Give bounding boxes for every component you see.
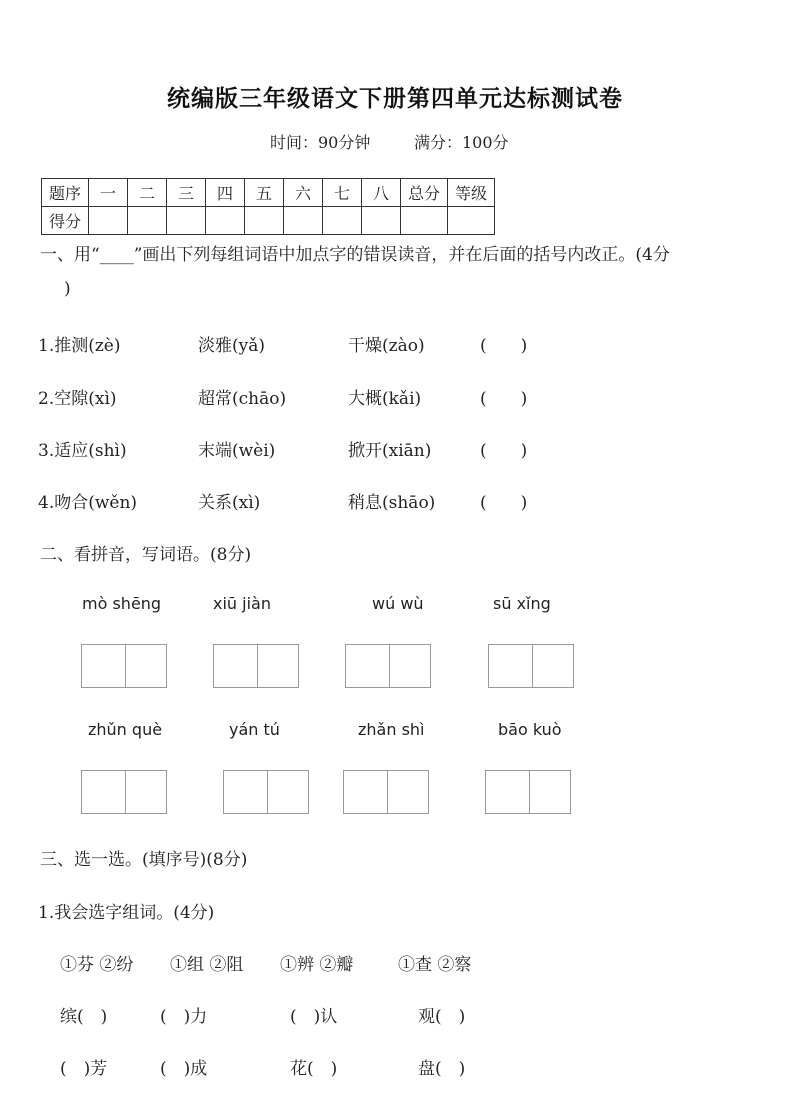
- fill-blank[interactable]: 观( ): [418, 1007, 466, 1027]
- writing-box[interactable]: [485, 770, 571, 814]
- score-table-score-row: [42, 207, 495, 235]
- section-3-subheading: 1.我会选字组词。(4分): [38, 903, 215, 923]
- score-cell[interactable]: [128, 207, 167, 235]
- pinyin-label: bāo kuò: [498, 720, 562, 739]
- score-table: [41, 178, 495, 235]
- score-header-cell: 八: [362, 179, 401, 207]
- score-header-cell: 七: [323, 179, 362, 207]
- s1-item: 1.推测(zè): [38, 336, 121, 356]
- score-header-cell: 等级: [448, 179, 495, 207]
- fill-blank[interactable]: 盘( ): [418, 1059, 466, 1079]
- score-table-header-row: [42, 179, 495, 207]
- s1-item: 4.吻合(wěn): [38, 493, 138, 513]
- writing-box[interactable]: [81, 770, 167, 814]
- score-cell[interactable]: [206, 207, 245, 235]
- section-1-heading: 一、用“____”画出下列每组词语中加点字的错误读音，并在后面的括号内改正。(4分: [40, 245, 670, 265]
- score-cell[interactable]: [245, 207, 284, 235]
- fill-blank[interactable]: 缤( ): [60, 1007, 108, 1027]
- fill-blank[interactable]: ( )成: [160, 1059, 208, 1079]
- page-title: 统编版三年级语文下册第四单元达标测试卷: [167, 86, 623, 112]
- exam-time: 时间：90分钟: [270, 133, 371, 152]
- s1-item: 干燥(zào): [348, 336, 425, 356]
- writing-box[interactable]: [488, 644, 574, 688]
- section-1-heading-cont: ): [64, 279, 71, 299]
- s1-item: 末端(wèi): [198, 441, 276, 461]
- writing-box[interactable]: [343, 770, 429, 814]
- s1-item: 2.空隙(xì): [38, 389, 117, 409]
- s1-item: 关系(xì): [198, 493, 261, 513]
- s1-answer-blank[interactable]: ( ): [480, 493, 528, 513]
- char-options: ①查 ②察: [398, 955, 472, 975]
- s1-item: 淡雅(yǎ): [198, 336, 266, 356]
- score-cell[interactable]: [89, 207, 128, 235]
- score-header-cell: 二: [128, 179, 167, 207]
- pinyin-label: wú wù: [372, 594, 424, 613]
- fill-blank[interactable]: ( )力: [160, 1007, 208, 1027]
- s1-answer-blank[interactable]: ( ): [480, 336, 528, 356]
- section-2-heading: 二、看拼音，写词语。(8分): [40, 545, 252, 565]
- pinyin-label: mò shēng: [82, 594, 162, 613]
- score-header-cell: 题序: [42, 179, 89, 207]
- score-header-cell: 四: [206, 179, 245, 207]
- score-cell[interactable]: [448, 207, 495, 235]
- score-header-cell: 一: [89, 179, 128, 207]
- score-header-cell: 三: [167, 179, 206, 207]
- score-header-cell: 六: [284, 179, 323, 207]
- writing-box[interactable]: [345, 644, 431, 688]
- s1-item: 超常(chāo): [198, 389, 287, 409]
- score-cell[interactable]: [323, 207, 362, 235]
- s1-answer-blank[interactable]: ( ): [480, 441, 528, 461]
- char-options: ①芬 ②纷: [60, 955, 134, 975]
- score-row-label: 得分: [42, 207, 89, 235]
- fill-blank[interactable]: ( )芳: [60, 1059, 108, 1079]
- score-header-cell: 五: [245, 179, 284, 207]
- pinyin-label: zhǔn què: [88, 720, 163, 739]
- char-options: ①组 ②阻: [170, 955, 244, 975]
- writing-box[interactable]: [213, 644, 299, 688]
- fill-blank[interactable]: ( )认: [290, 1007, 338, 1027]
- pinyin-label: yán tú: [229, 720, 280, 739]
- pinyin-label: sū xǐng: [493, 594, 551, 613]
- s1-item: 3.适应(shì): [38, 441, 127, 461]
- section-3-heading: 三、选一选。(填序号)(8分): [40, 850, 248, 870]
- s1-answer-blank[interactable]: ( ): [480, 389, 528, 409]
- pinyin-label: xiū jiàn: [213, 594, 271, 613]
- score-cell[interactable]: [362, 207, 401, 235]
- writing-box[interactable]: [223, 770, 309, 814]
- score-cell[interactable]: [401, 207, 448, 235]
- s1-item: 大概(kǎi): [348, 389, 422, 409]
- score-header-cell: 总分: [401, 179, 448, 207]
- s1-item: 稍息(shāo): [348, 493, 436, 513]
- s1-item: 掀开(xiān): [348, 441, 432, 461]
- pinyin-label: zhǎn shì: [358, 720, 425, 739]
- exam-full-score: 满分：100分: [414, 133, 509, 152]
- char-options: ①辨 ②瓣: [280, 955, 354, 975]
- writing-box[interactable]: [81, 644, 167, 688]
- score-cell[interactable]: [167, 207, 206, 235]
- fill-blank[interactable]: 花( ): [290, 1059, 338, 1079]
- score-cell[interactable]: [284, 207, 323, 235]
